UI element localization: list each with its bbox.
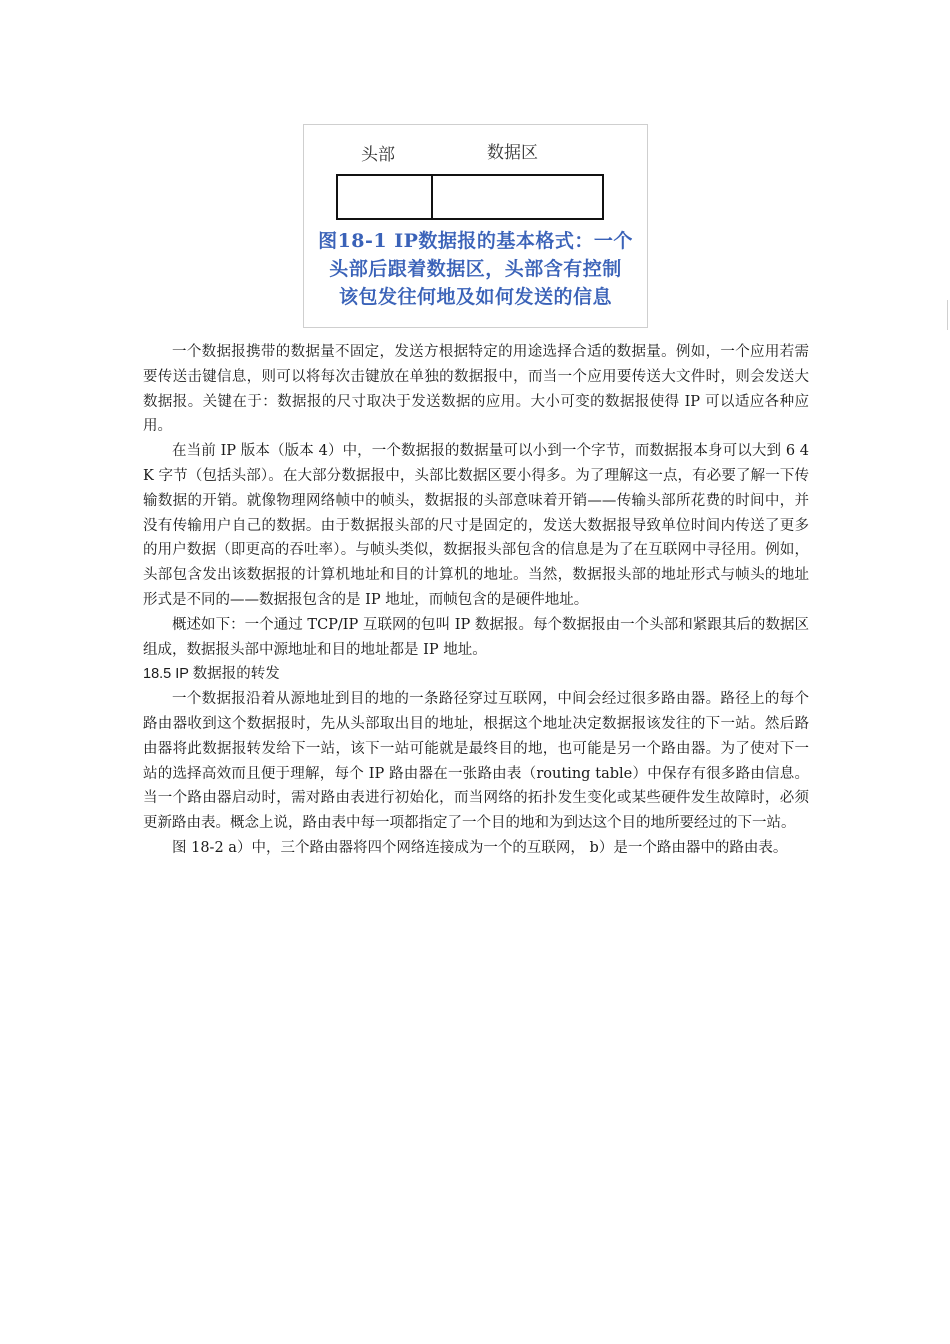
figure-caption-line: 头部后跟着数据区，头部含有控制 [329, 258, 622, 280]
paragraph: 图 18-2 a）中，三个路由器将四个网络连接成为一个的互联网， b）是一个路由器中的路由表。 [172, 839, 788, 856]
paragraph: 一个数据报携带的数据量不固定，发送方根据特定的用途选择合适的数据量。例如，一个应用若需要传送击键信息，则可以将每次击键放在单独的数据报中，而当一个应用要传送大文件时，则会发送大数据报。关键在于：数据报的尺寸取决于发送数据的应用。大小可变的数据报使得 IP 可以适应各种应用。 [143, 344, 809, 435]
paragraph: 概述如下：一个通过 TCP/IP 互联网的包叫 IP 数据报。每个数据报由一个头部和紧跟其后的数据区组成，数据报头部中源地址和目的地址都是 IP 地址。 [143, 616, 809, 658]
paragraph: 在当前 IP 版本（版本 4）中，一个数据报的数据量可以小到一个字节，而数据报本身可以大到 6 4 K 字节（包括头部）。在大部分数据报中，头部比数据区要小得多。为了理解这一点，有必要了解一下传输数据的开销。就像物理网络帧中的帧头，数据报的头部意味着开销——传输头部所花费的时间中，并没有传输用户自己的数据。由于数据报头部的尺寸是固定的，发送大数据报导致单位时间内传送了更多的用户数据（即更高的吞吐率）。与帧头类似，数据报头部包含的信息是为了在互联网中寻径用。例如，头部包含发出该数据报的计算机地址和目的计算机的地址。当然，数据报头部的地址形式与帧头的地址形式是不同的——数据报包含的是 IP 地址，而帧包含的是硬件地址。 [143, 443, 809, 608]
paragraph: 一个数据报沿着从源地址到目的地的一条路径穿过互联网，中间会经过很多路由器。路径上的每个路由器收到这个数据报时，先从头部取出目的地址，根据这个地址决定数据报该发往的下一站。然后路由器将此数据报转发给下一站，该下一站可能就是最终目的地，也可能是另一个路由器。为了使对下一站的选择高效而且便于理解，每个 IP 路由器在一张路由表（routing table）中保存有很多路由信息。当一个路由器启动时，需对路由表进行初始化，而当网络的拓扑发生变化或某些硬件发生故障时，必须更新路由表。概念上说，路由表中每一项都指定了一个目的地和为到达这个目的地所要经过的下一站。 [143, 691, 809, 832]
figure-head-label: 头部 [361, 145, 395, 165]
section-heading: 18.5 IP 数据报的转发 [143, 666, 280, 683]
figure-data-label: 数据区 [487, 143, 538, 163]
figure-18-1 [303, 124, 648, 328]
figure-caption-line: 该包发往何地及如何发送的信息 [338, 286, 612, 308]
figure-caption-line: 图18-1 IP数据报的基本格式：一个 [318, 230, 633, 252]
page-edge-line [947, 300, 948, 330]
figure-caption [304, 227, 647, 311]
datagram-box [336, 174, 604, 220]
datagram-divider [431, 176, 433, 218]
body-text [143, 340, 809, 861]
